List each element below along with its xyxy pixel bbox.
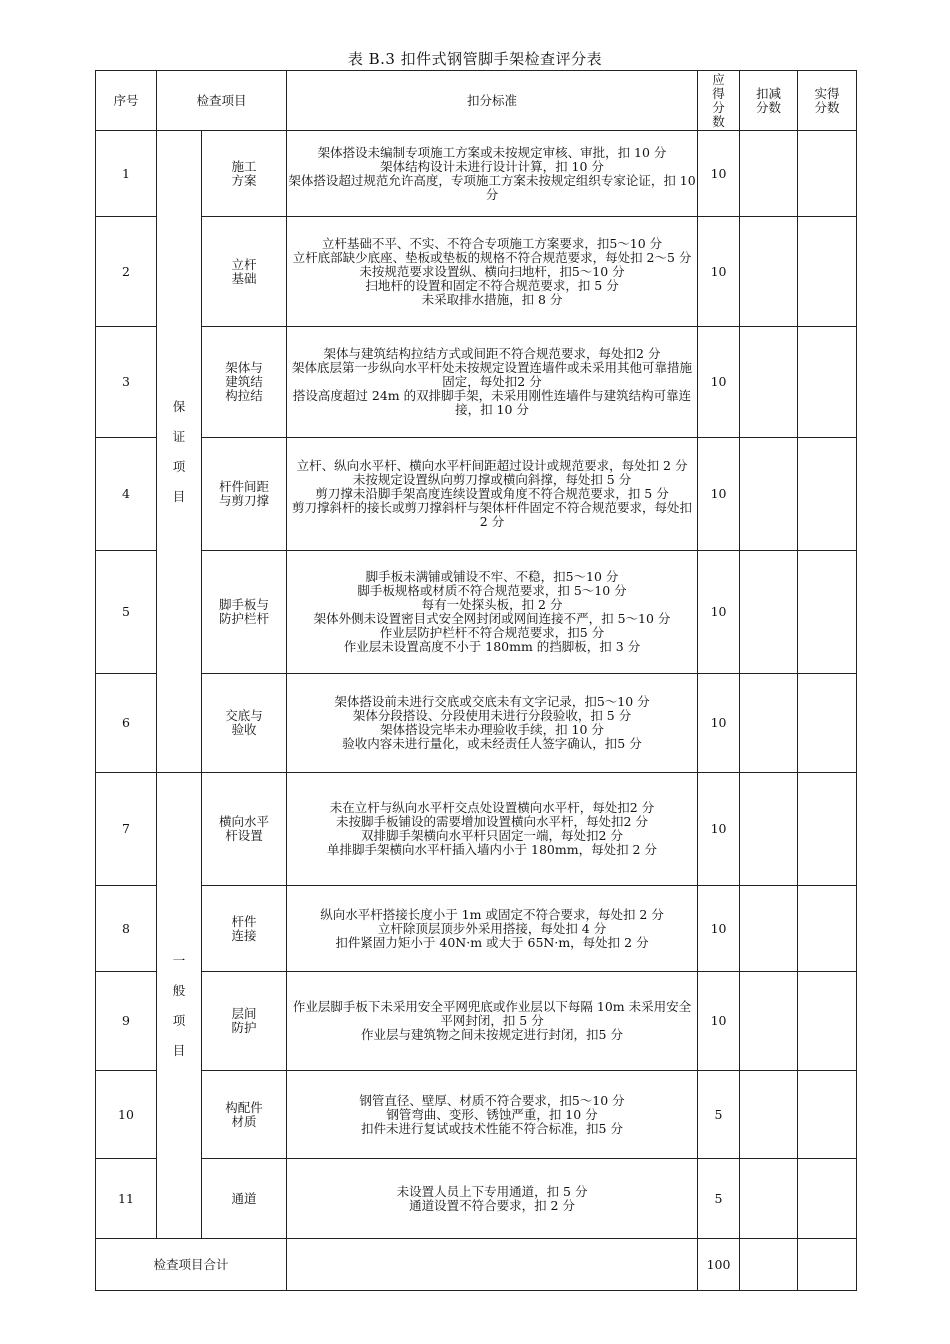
footer-standard-empty xyxy=(287,1239,698,1291)
row-deduct-cell[interactable] xyxy=(740,1071,798,1159)
table-row xyxy=(96,972,857,1071)
row-score-should: 10 xyxy=(698,886,740,972)
header-score-should: 应 得 分 数 xyxy=(698,71,740,131)
row-standard: 作业层脚手板下未采用安全平网兜底或作业层以下每隔 10m 未采用安全平网封闭，扣 5 分 作业层与建筑物之间未按规定进行封闭，扣5 分 xyxy=(287,972,698,1071)
row-seq: 2 xyxy=(96,217,157,327)
row-standard: 未在立杆与纵向水平杆交点处设置横向水平杆，每处扣2 分 未按脚手板铺设的需要增加设置横向水平杆，每处扣2 分 双排脚手架横向水平杆只固定一端，每处扣2 分 单排脚手架横向水平杆插入墙内小于 180mm，每处扣 2 分 xyxy=(287,773,698,886)
row-seq: 1 xyxy=(96,131,157,217)
footer-actual-cell[interactable] xyxy=(798,1239,857,1291)
row-item: 通道 xyxy=(202,1159,287,1239)
row-actual-cell[interactable] xyxy=(798,1159,857,1239)
row-score-should: 5 xyxy=(698,1071,740,1159)
row-item: 杆件 连接 xyxy=(202,886,287,972)
row-standard: 立杆基础不平、不实、不符合专项施工方案要求，扣5～10 分 立杆底部缺少底座、垫板或垫板的规格不符合规范要求，每处扣 2～5 分 未按规范要求设置纵、横向扫地杆，扣5～10 分 扫地杆的设置和固定不符合规范要求，扣 5 分 未采取排水措施，扣 8 分 xyxy=(287,217,698,327)
row-seq: 7 xyxy=(96,773,157,886)
row-actual-cell[interactable] xyxy=(798,1071,857,1159)
row-standard: 架体搭设前未进行交底或交底未有文字记录，扣5～10 分 架体分段搭设、分段使用未进行分段验收，扣 5 分 架体搭设完毕未办理验收手续，扣 10 分 验收内容未进行量化，或未经责任人签字确认，扣5 分 xyxy=(287,674,698,773)
table-row xyxy=(96,1159,857,1239)
row-actual-cell[interactable] xyxy=(798,972,857,1071)
row-seq: 11 xyxy=(96,1159,157,1239)
table-row xyxy=(96,674,857,773)
row-seq: 10 xyxy=(96,1071,157,1159)
table-row xyxy=(96,217,857,327)
row-score-should: 10 xyxy=(698,551,740,674)
row-deduct-cell[interactable] xyxy=(740,438,798,551)
row-item: 杆件间距 与剪刀撑 xyxy=(202,438,287,551)
row-seq: 3 xyxy=(96,327,157,438)
row-actual-cell[interactable] xyxy=(798,327,857,438)
row-deduct-cell[interactable] xyxy=(740,773,798,886)
group-general: 一 般 项 目 xyxy=(157,773,202,1239)
row-standard: 架体与建筑结构拉结方式或间距不符合规范要求，每处扣2 分 架体底层第一步纵向水平杆处未按规定设置连墙件或未采用其他可靠措施固定，每处扣2 分 搭设高度超过 24m 的双排脚手架，未采用刚性连墙件与建筑结构可靠连接，扣 10 分 xyxy=(287,327,698,438)
row-deduct-cell[interactable] xyxy=(740,327,798,438)
row-item: 构配件 材质 xyxy=(202,1071,287,1159)
row-item: 横向水平 杆设置 xyxy=(202,773,287,886)
header-standard: 扣分标准 xyxy=(287,71,698,131)
table-row xyxy=(96,438,857,551)
row-item: 架体与 建筑结 构拉结 xyxy=(202,327,287,438)
header-item: 检查项目 xyxy=(157,71,287,131)
row-seq: 4 xyxy=(96,438,157,551)
header-actual: 实得 分数 xyxy=(798,71,857,131)
footer-row xyxy=(96,1239,857,1291)
row-actual-cell[interactable] xyxy=(798,438,857,551)
row-seq: 6 xyxy=(96,674,157,773)
row-seq: 9 xyxy=(96,972,157,1071)
row-actual-cell[interactable] xyxy=(798,773,857,886)
table-row xyxy=(96,1071,857,1159)
row-score-should: 10 xyxy=(698,438,740,551)
row-item: 施工 方案 xyxy=(202,131,287,217)
row-standard: 脚手板未满铺或铺设不牢、不稳，扣5～10 分 脚手板规格或材质不符合规范要求，扣 5～10 分 每有一处探头板，扣 2 分 架体外侧未设置密目式安全网封闭或网间连接不严，扣 5～10 分 作业层防护栏杆不符合规范要求，扣5 分 作业层未设置高度不小于 180mm 的挡脚板，扣 3 分 xyxy=(287,551,698,674)
table-row xyxy=(96,131,857,217)
row-score-should: 10 xyxy=(698,773,740,886)
row-deduct-cell[interactable] xyxy=(740,217,798,327)
table-row xyxy=(96,327,857,438)
row-standard: 钢管直径、壁厚、材质不符合要求，扣5～10 分 钢管弯曲、变形、锈蚀严重，扣 10 分 扣件未进行复试或技术性能不符合标准，扣5 分 xyxy=(287,1071,698,1159)
row-score-should: 5 xyxy=(698,1159,740,1239)
row-actual-cell[interactable] xyxy=(798,886,857,972)
footer-label: 检查项目合计 xyxy=(96,1239,287,1291)
row-standard: 纵向水平杆搭接长度小于 1m 或固定不符合要求，每处扣 2 分 立杆除顶层顶步外采用搭接，每处扣 4 分 扣件紧固力矩小于 40N·m 或大于 65N·m，每处扣 2 分 xyxy=(287,886,698,972)
group-guarantee: 保 证 项 目 xyxy=(157,131,202,773)
row-item: 立杆 基础 xyxy=(202,217,287,327)
row-score-should: 10 xyxy=(698,972,740,1071)
row-actual-cell[interactable] xyxy=(798,551,857,674)
row-score-should: 10 xyxy=(698,327,740,438)
header-deduct: 扣减 分数 xyxy=(740,71,798,131)
row-deduct-cell[interactable] xyxy=(740,1159,798,1239)
row-deduct-cell[interactable] xyxy=(740,551,798,674)
row-deduct-cell[interactable] xyxy=(740,131,798,217)
row-seq: 8 xyxy=(96,886,157,972)
row-score-should: 10 xyxy=(698,131,740,217)
table-row xyxy=(96,886,857,972)
row-deduct-cell[interactable] xyxy=(740,886,798,972)
row-actual-cell[interactable] xyxy=(798,131,857,217)
footer-total: 100 xyxy=(698,1239,740,1291)
row-standard: 架体搭设未编制专项施工方案或未按规定审核、审批，扣 10 分 架体结构设计未进行设计计算，扣 10 分 架体搭设超过规范允许高度，专项施工方案未按规定组织专家论证，扣 10 分 xyxy=(287,131,698,217)
row-actual-cell[interactable] xyxy=(798,217,857,327)
table-row xyxy=(96,551,857,674)
header-row xyxy=(96,71,857,131)
footer-deduct-cell[interactable] xyxy=(740,1239,798,1291)
row-standard: 立杆、纵向水平杆、横向水平杆间距超过设计或规范要求，每处扣 2 分 未按规定设置纵向剪刀撑或横向斜撑，每处扣 5 分 剪刀撑未沿脚手架高度连续设置或角度不符合规范要求，扣 5 分 剪刀撑斜杆的接长或剪刀撑斜杆与架体杆件固定不符合规范要求，每处扣 2 分 xyxy=(287,438,698,551)
table-row xyxy=(96,773,857,886)
row-score-should: 10 xyxy=(698,217,740,327)
row-item: 脚手板与 防护栏杆 xyxy=(202,551,287,674)
row-standard: 未设置人员上下专用通道，扣 5 分 通道设置不符合要求，扣 2 分 xyxy=(287,1159,698,1239)
header-seq: 序号 xyxy=(96,71,157,131)
row-item: 交底与 验收 xyxy=(202,674,287,773)
row-item: 层间 防护 xyxy=(202,972,287,1071)
row-score-should: 10 xyxy=(698,674,740,773)
score-table xyxy=(95,70,857,1291)
page-title: 表 B.3 扣件式钢管脚手架检查评分表 xyxy=(347,50,603,68)
row-actual-cell[interactable] xyxy=(798,674,857,773)
row-deduct-cell[interactable] xyxy=(740,674,798,773)
row-seq: 5 xyxy=(96,551,157,674)
row-deduct-cell[interactable] xyxy=(740,972,798,1071)
